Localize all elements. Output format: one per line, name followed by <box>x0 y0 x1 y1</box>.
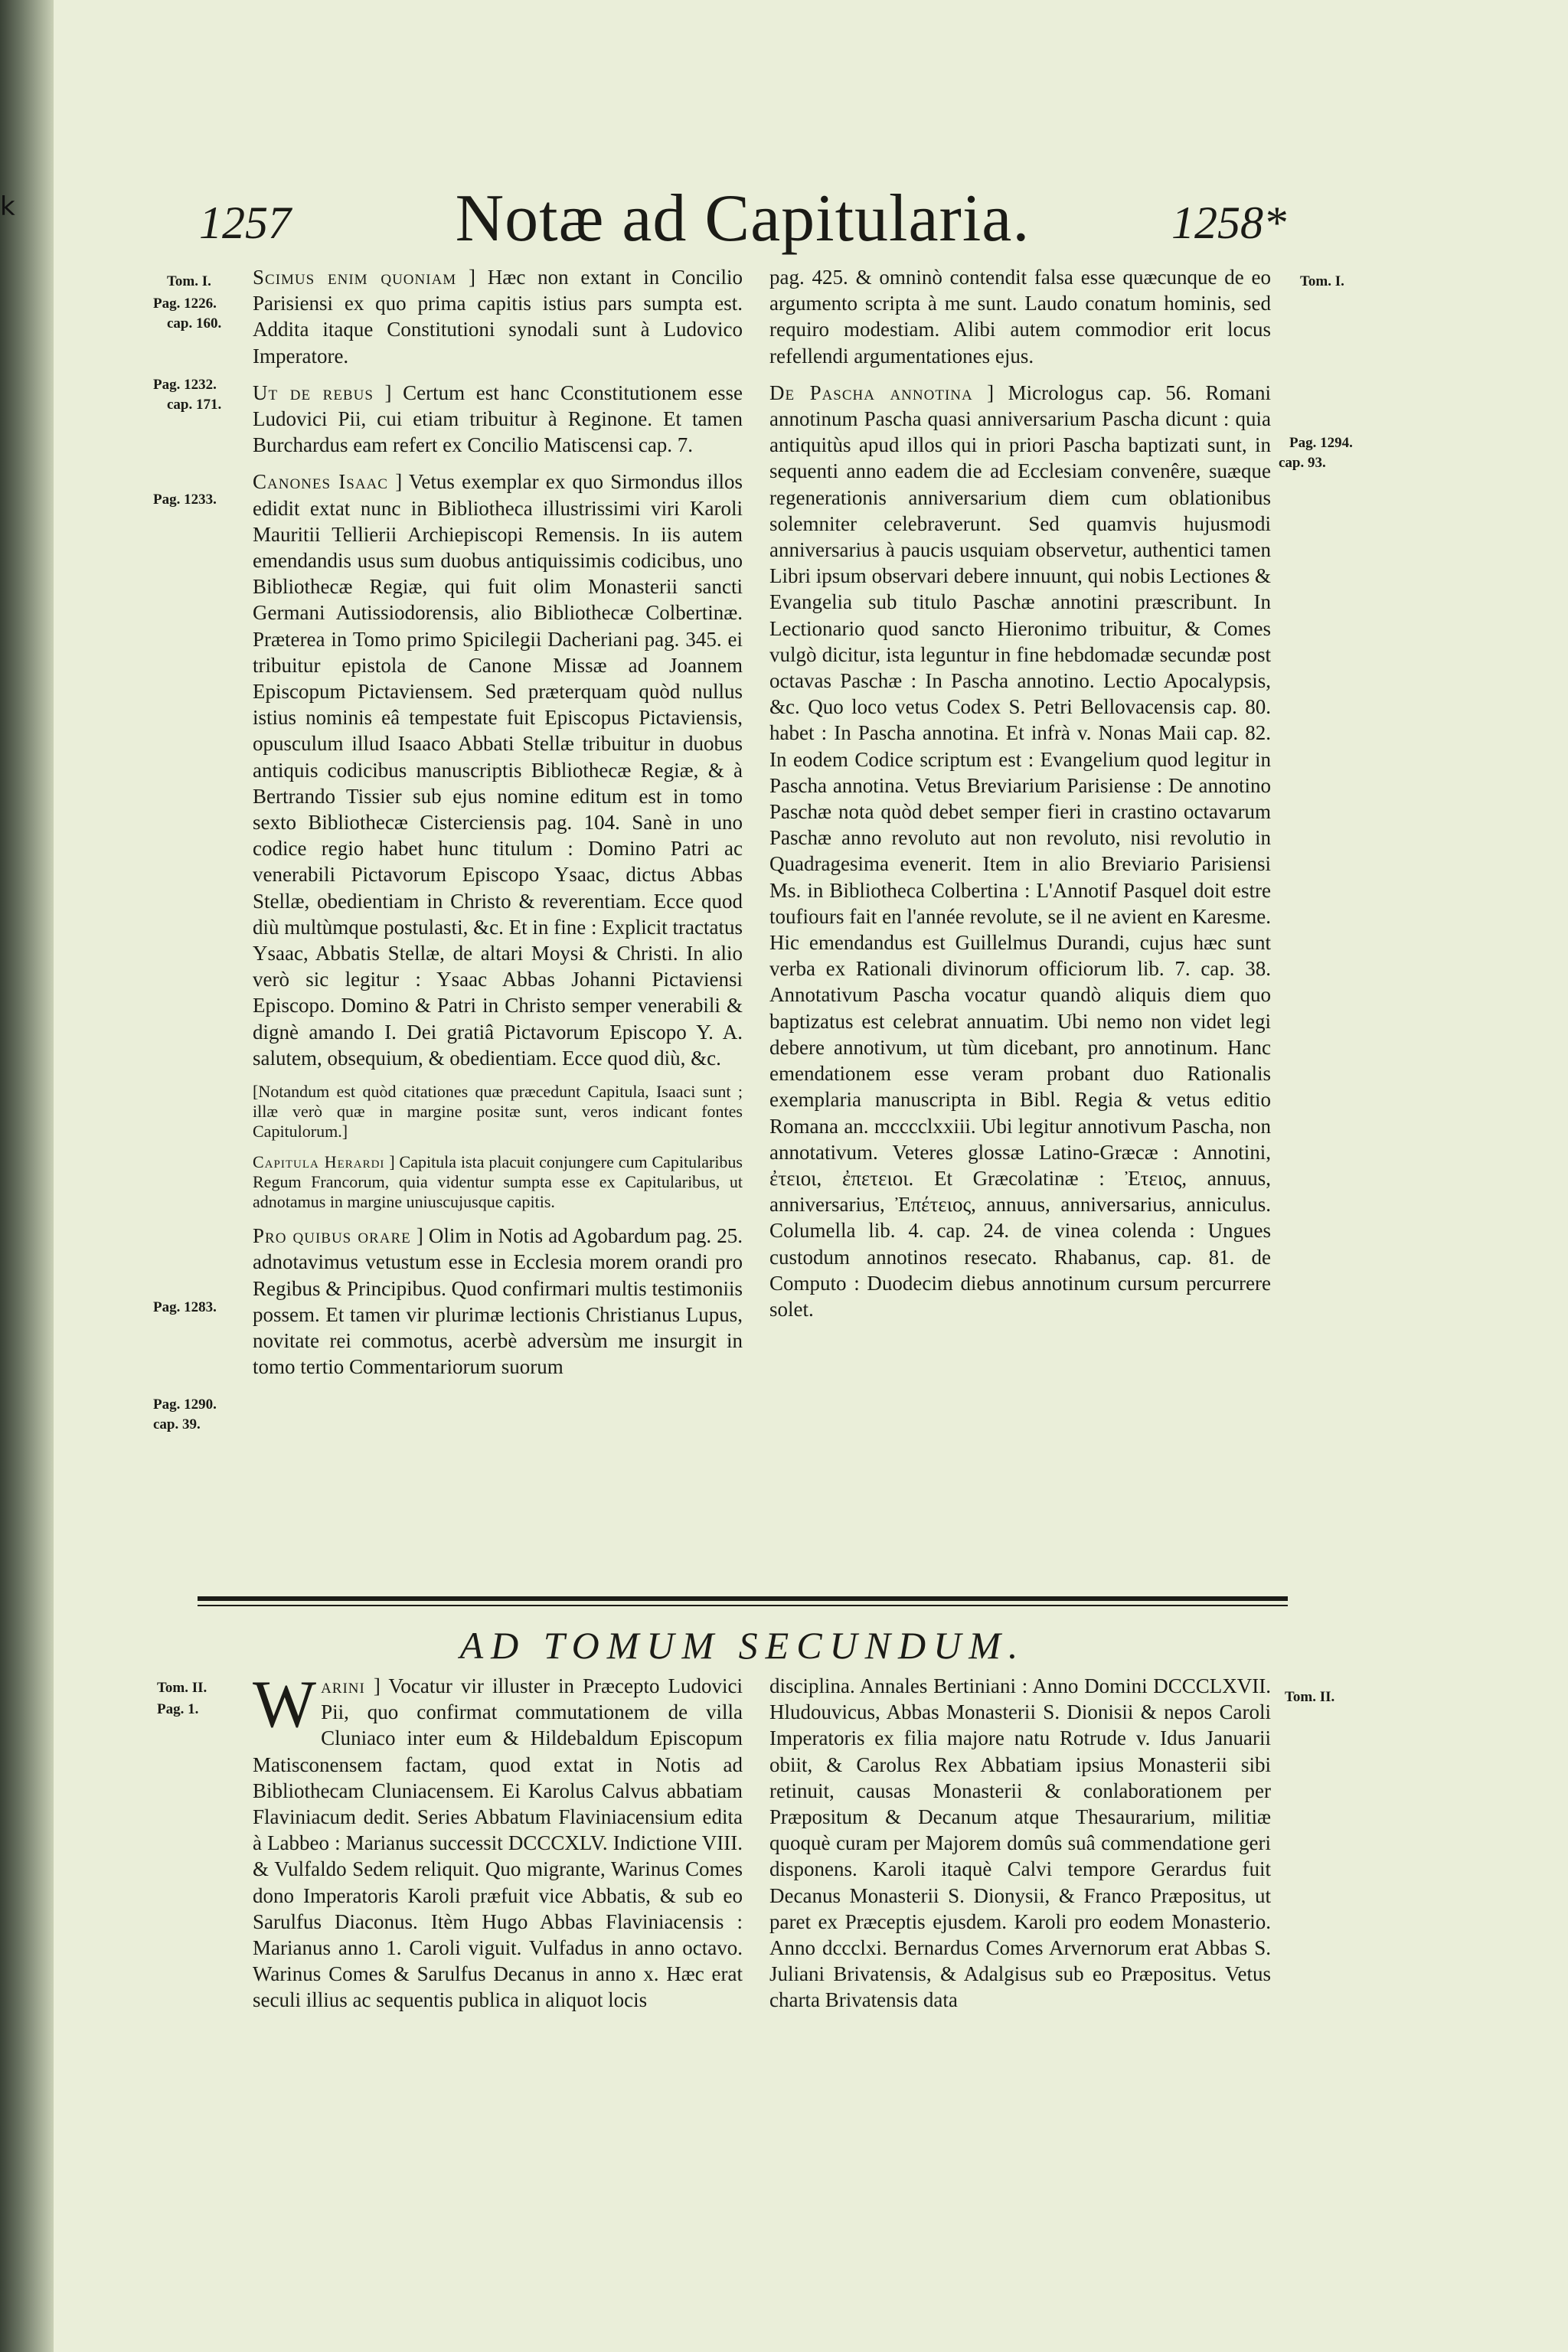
margin-note-cap171: cap. 171. <box>167 397 222 413</box>
margin-note-pag1: Pag. 1. <box>157 1701 199 1717</box>
page-title: Notæ ad Capitularia. <box>455 181 1031 256</box>
margin-note-pag1233: Pag. 1233. <box>153 492 217 508</box>
paragraph-text: pag. 425. & omninò contendit falsa esse quæcunque de eo argumento scripta à me sunt. Laudo conatum hominis, sed requiro modestiam. Alibi autem commodior erit locus refellendi argumentationes ejus. <box>769 266 1271 368</box>
paragraph-text: ] Micrologus cap. 56. Romani annotinum Pascha quasi anniversarium Pascha dicunt : quia antiquitùs apud illos qui in priori Pascha baptizati sunt, in sequenti anno eadem die ad Ecclesiam convenêre, suæque regenerationis anniversarium diem cum oblationibus solemniter celebraverunt. Sed quamvis hujusmodi anniversarius à paucis usquiam observetur, authentici tamen Libri ipsum observari debere innuunt, qui nobis Lectiones & Evangelia sub titulo Paschæ annotini præscribunt. In Lectionario quod sancto Hieronimo tribuitur, & Comes vulgò dicitur, ista leguntur in fine hebdomadæ secundæ post octavas Paschæ : In Pascha annotino. Lectio Apocalypsis, &c. Quo loco vetus Codex S. Petri Bellovacensis cap. 80. habet : In Pascha annotina. Et infrà v. Nonas Maii cap. 82. In eodem Codice scriptum est : Evangelium quod legitur in Pascha annotina. Vetus Breviarium Parisiense : De annotino Paschæ nota quòd debet semper fieri in crastino octavarum Paschæ anno revoluto aut non revoluto, nisi revolutio in Quadragesima evenerit. Item in alio Breviario Parisiensi Ms. in Bibliotheca Colbertina : L'Annotif Pasquel doit estre toufiours fait en l'année revolute, se il ne avient en Karesme. Hic emendandus est Guillelmus Durandi, cujus hæc sunt verba ex Rationali divinorum officiorum lib. 7. cap. 38. Annotativum Pascha vocatur quandò aliquis diem quo baptizatus est celebrat annuatim. Ubi nemo non videt legi debere annotivum, ut tùm dicebant, pro annotinum. Hanc emendationem esse veram probant duo Rationalis exemplaria manuscripta in Bibl. Regia & vetus editio Romana an. mcccclxxiii. Ubi legitur annotivum Pascha, non annotativum. Veteres glossæ Latino-Græcæ : Annotini, ἐτειοι, ἐπετειοι. Et Græcolatinæ : Ἐτειος, annuus, anniversarius, Ἐπέτειος, annuus, anniversarius, anniculus. Columella lib. 4. cap. 24. de vinea colenda : Ungues custodum annotinos resecato. Rhabanus, cap. 81. de Computo : Duodecim diebus annotinum cursum percurrere solet. <box>769 381 1271 1321</box>
paragraph-pro-quibus-orare <box>253 1223 743 1380</box>
paragraph-scimus <box>253 264 743 369</box>
lemma: Pro quibus orare <box>253 1224 411 1248</box>
page-number-right: 1258* <box>1171 198 1286 248</box>
paragraph-de-pascha-annotina <box>769 380 1271 1322</box>
divider-thick-rule <box>198 1596 1288 1601</box>
paragraph-text: ] Olim in Notis ad Agobardum pag. 25. adnotavimus vetustum esse in Ecclesia morem orandi pro Regibus & Principibus. Quod confirmari multis testimoniis possem. Et tamen vir plurimæ lectionis Christianus Lupus, novitate rei commotus, acerbè adversùm me insurgit in tomo tertio Commentariorum suorum <box>253 1224 743 1379</box>
margin-note-tom2-right: Tom. II. <box>1285 1689 1335 1705</box>
margin-note-cap39: cap. 39. <box>153 1416 201 1432</box>
page-number-left: 1257 <box>199 198 291 248</box>
paragraph-canones-isaac <box>253 469 743 1071</box>
margin-note-pag1283: Pag. 1283. <box>153 1299 217 1315</box>
paragraph-text: ] Vetus exemplar ex quo Sirmondus illos edidit extat nunc in Bibliotheca illustrissimi viri Karoli Mauritii Tellierii Archiepiscopi Remensis. In iis autem emendandis usus sum duobus antiquissimis codicibus, uno Bibliothecæ Regiæ, qui fuit olim Monasterii sancti Germani Autissiodorensis, alio Bibliothecæ Colbertinæ. Præterea in Tomo primo Spicilegii Dacheriani pag. 345. ei tribuitur epistola de Canone Missæ ad Joannem Episcopum Pictaviensem. Sed præterquam quòd nullus istius nominis eâ tempestate fuit Episcopus Pictaviensis, opusculum illud Isaaco Abbati Stellæ tribuitur in duobus antiquis codicibus manuscriptis Bibliothecæ Regiæ, & à Bertrando Tissier sub ejus nomine editum est in tomo sexto Bibliothecæ Cisterciensis pag. 104. Sanè in uno codice regio habet hunc titulum : Domino Patri ac venerabili Pictavorum Episcopo Ysaac, dictus Abbas Stellæ, obedientiam in Christo & reverentiam. Ecce quod diù multùmque postulasti, &c. Et in fine : Explicit tractatus Ysaac, Abbatis Stellæ, de altari Moysi & Christi. In alio verò sic legitur : Ysaac Abbas Johanni Pictaviensi Episcopo. Domino & Patri in Christo semper venerabili & dignè amando I. Dei gratiâ Pictavorum Episcopo Y. A. salutem, obsequium, & obedientiam. Ecce quod diù, &c. <box>253 470 743 1070</box>
paragraph-text: ] Capitula ista placuit conjungere cum Capitularibus Regum Francorum, quia videntur sumpta esse ex Capitularibus, ut adnotamus in margine uniuscujusque capitis. <box>253 1152 743 1212</box>
lemma: Scimus enim quoniam <box>253 266 457 289</box>
book-gutter <box>0 0 54 2352</box>
paragraph-capitula-herardi <box>253 1152 743 1212</box>
divider-thin-rule <box>198 1605 1288 1606</box>
paragraph-text: ] Vocatur vir illuster in Præcepto Ludovici Pii, quo confirmat commutationem de villa Cluniaco inter eum & Hildebaldum Episcopum Matisconensem factam, quod extat in Notis ad Bibliothecam Cluniacensem. Ei Karolus Calvus abbatiam Flaviniacum dedit. Series Abbatum Flaviniacensium edita à Labbeo : Marianus successit DCCCXLV. Indictione VIII. & Vulfaldo Sedem reliquit. Quo migrante, Warinus Comes dono Imperatoris Karoli præfuit vice Abbatis, & sub eo Sarulfus Diaconus. Itèm Hugo Abbas Flaviniacensis : Marianus anno 1. Caroli viguit. Vulfadus in anno octavo. Warinus Comes & Sarulfus Decanus in anno x. Hæc erat seculi illius ac sequentis publica in aliquot locis <box>253 1674 743 2012</box>
paragraph-text: disciplina. Annales Bertiniani : Anno Domini DCCCLXVII. Hludouvicus, Abbas Monasterii S. Dionisii & nepos Caroli Imperatoris ex filia majore natu Rotrude v. Idus Januarii obiit, & Carolus Rex Abbatiam ipsius Monasterii sibi retinuit, causas Monasterii & conlaborationem per Præpositum & Decanum atque Thesaurarium, militiæ quoquè curam per Majorem domûs suâ commendatione geri disponens. Karoli itaquè Calvi tempore Gerardus fuit Decanus Monasterii S. Dionysii, & Franco Præpositus, ut paret ex Præceptis ejusdem. Karoli pro eodem Monasterio. Anno dccclxi. Bernardus Comes Arvernorum erat Abbas S. Juliani Brivatensis, & Adalgisus sub eo Præpositus. Vetus charta Brivatensis data <box>769 1674 1271 2012</box>
running-header <box>199 180 1286 264</box>
paragraph-text: ] Hæc non extant in Concilio Parisiensi ex quo prima capitis istius pars sumpta est. Addita itaque Constitutioni synodali sunt à Ludovico Imperatore. <box>253 266 743 368</box>
lemma: Ut de rebus <box>253 381 374 404</box>
section-divider <box>198 1596 1288 1609</box>
paragraph-continuation <box>769 264 1271 369</box>
lemma: Capitula Herardi <box>253 1152 385 1172</box>
column-left-lower <box>253 1668 743 2014</box>
section-heading: AD TOMUM SECUNDUM. <box>459 1624 1026 1667</box>
margin-note-tom1-right: Tom. I. <box>1300 273 1344 289</box>
margin-note-tom2: Tom. II. <box>157 1680 207 1696</box>
margin-note-pag1226: Pag. 1226. <box>153 296 217 312</box>
paragraph-text: ] Certum est hanc Cconstitutionem esse Ludovici Pii, cui etiam tribuitur à Reginone. Et tamen Burchardus eam refert ex Concilio Matiscensi cap. 7. <box>253 381 743 457</box>
paragraph-disciplina <box>769 1673 1271 2014</box>
margin-note-cap93: cap. 93. <box>1279 455 1326 471</box>
paragraph-ut-de-rebus <box>253 380 743 459</box>
column-right-upper <box>769 264 1271 1322</box>
drop-capital: W <box>253 1668 317 1742</box>
margin-note-pag1294: Pag. 1294. <box>1289 435 1353 451</box>
lemma: De Pascha annotina <box>769 381 973 404</box>
margin-note-pag1290: Pag. 1290. <box>153 1396 217 1413</box>
paragraph-text: [Notandum est quòd citationes quæ præcedunt Capitula, Isaaci sunt ; illæ verò quæ in margine positæ sunt, veros indicant fontes Capitulorum.] <box>253 1082 743 1142</box>
column-left-upper <box>253 264 743 1380</box>
column-right-lower <box>769 1673 1271 2014</box>
margin-note-cap160: cap. 160. <box>167 315 222 332</box>
margin-note-pag1232: Pag. 1232. <box>153 377 217 393</box>
paragraph-notandum <box>253 1082 743 1142</box>
paragraph-warini <box>253 1668 743 2014</box>
margin-note-tom1: Tom. I. <box>167 273 211 289</box>
lemma: Canones Isaac <box>253 470 388 494</box>
lemma: arini <box>321 1674 365 1697</box>
gutter-mark: k <box>0 191 15 222</box>
